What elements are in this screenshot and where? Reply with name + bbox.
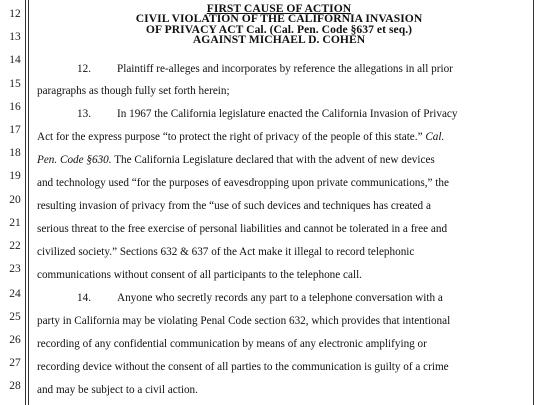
line-number: 26 xyxy=(9,334,21,346)
line-number: 18 xyxy=(9,147,21,159)
line-number: 24 xyxy=(9,288,21,300)
paragraph-13-line-4: and technology used “for the purposes of eavesdropping upon private communications,” the xyxy=(37,177,449,189)
heading-line: CIVIL VIOLATION OF THE CALIFORNIA INVASION xyxy=(135,12,423,26)
paragraph-number: 13. xyxy=(77,108,91,120)
paragraph-13-line-6: serious threat to the free exercise of personal liabilities and cannot be tolerated in a free and xyxy=(37,223,448,235)
line-number: 16 xyxy=(9,101,21,113)
paragraph-text: Anyone who secretly records any part to a telephone conversation with a xyxy=(117,292,443,304)
line-number: 15 xyxy=(9,78,21,90)
paragraph-13-line-7: civilized society.” Sections 632 & 637 of the Act make it illegal to record telephonic xyxy=(37,246,415,258)
margin-rule-right xyxy=(533,0,534,405)
line-number: 13 xyxy=(9,31,21,43)
paragraph-13-line-5: resulting invasion of privacy from the “use of such devices and techniques has created a xyxy=(37,200,431,212)
line-number: 12 xyxy=(9,8,21,20)
line-number: 28 xyxy=(9,380,21,392)
paragraph-text: In 1967 the California legislature enacted the California Invasion of Privacy xyxy=(117,108,458,120)
line-number: 22 xyxy=(9,240,21,252)
line-number: 21 xyxy=(9,217,21,229)
paragraph-12-line-2: paragraphs as though fully set forth herein; xyxy=(37,85,230,97)
heading-line: OF PRIVACY ACT Cal. (Cal. Pen. Code §637 et seq.) xyxy=(145,22,413,36)
heading-line: AGAINST MICHAEL D. COHEN xyxy=(192,33,366,47)
paragraph-14-line-5: and may be subject to a civil action. xyxy=(37,384,198,396)
line-number: 23 xyxy=(9,263,21,275)
line-number: 20 xyxy=(9,194,21,206)
paragraph-text: Act for the express purpose “to protect the right of privacy of the people of this state.” xyxy=(37,131,423,143)
paragraph-number: 12. xyxy=(77,63,91,75)
citation-text: Pen. Code §630. xyxy=(37,154,112,166)
paragraph-13-line-3 xyxy=(37,153,435,167)
paragraph-14-line-3: recording of any confidential communication by means of any electronic amplifying or xyxy=(37,338,427,350)
line-number: 14 xyxy=(9,54,21,66)
line-number: 19 xyxy=(9,170,21,182)
line-number-gutter xyxy=(0,0,28,405)
line-number: 25 xyxy=(9,311,21,323)
paragraph-number: 14. xyxy=(77,292,91,304)
paragraph-14-line-2: party in California may be violating Penal Code section 632, which provides that intentional xyxy=(37,315,451,327)
citation-text: Cal. xyxy=(425,131,445,143)
paragraph-text: Plaintiff re-alleges and incorporates by reference the allegations in all prior xyxy=(117,63,453,75)
paragraph-13-line-2 xyxy=(37,130,444,144)
line-number: 27 xyxy=(9,357,21,369)
line-number: 17 xyxy=(9,124,21,136)
cause-of-action-heading xyxy=(36,4,522,46)
paragraph-text: The California Legislature declared that with the advent of new devices xyxy=(114,154,435,166)
paragraph-14-line-4: recording device without the consent of all parties to the communication is guilty of a crime xyxy=(37,361,449,373)
paragraph-13-line-8: communications without consent of all participants to the telephone call. xyxy=(37,269,362,281)
margin-rule-left-inner xyxy=(28,0,29,405)
heading-title: FIRST CAUSE OF ACTION xyxy=(206,2,352,15)
